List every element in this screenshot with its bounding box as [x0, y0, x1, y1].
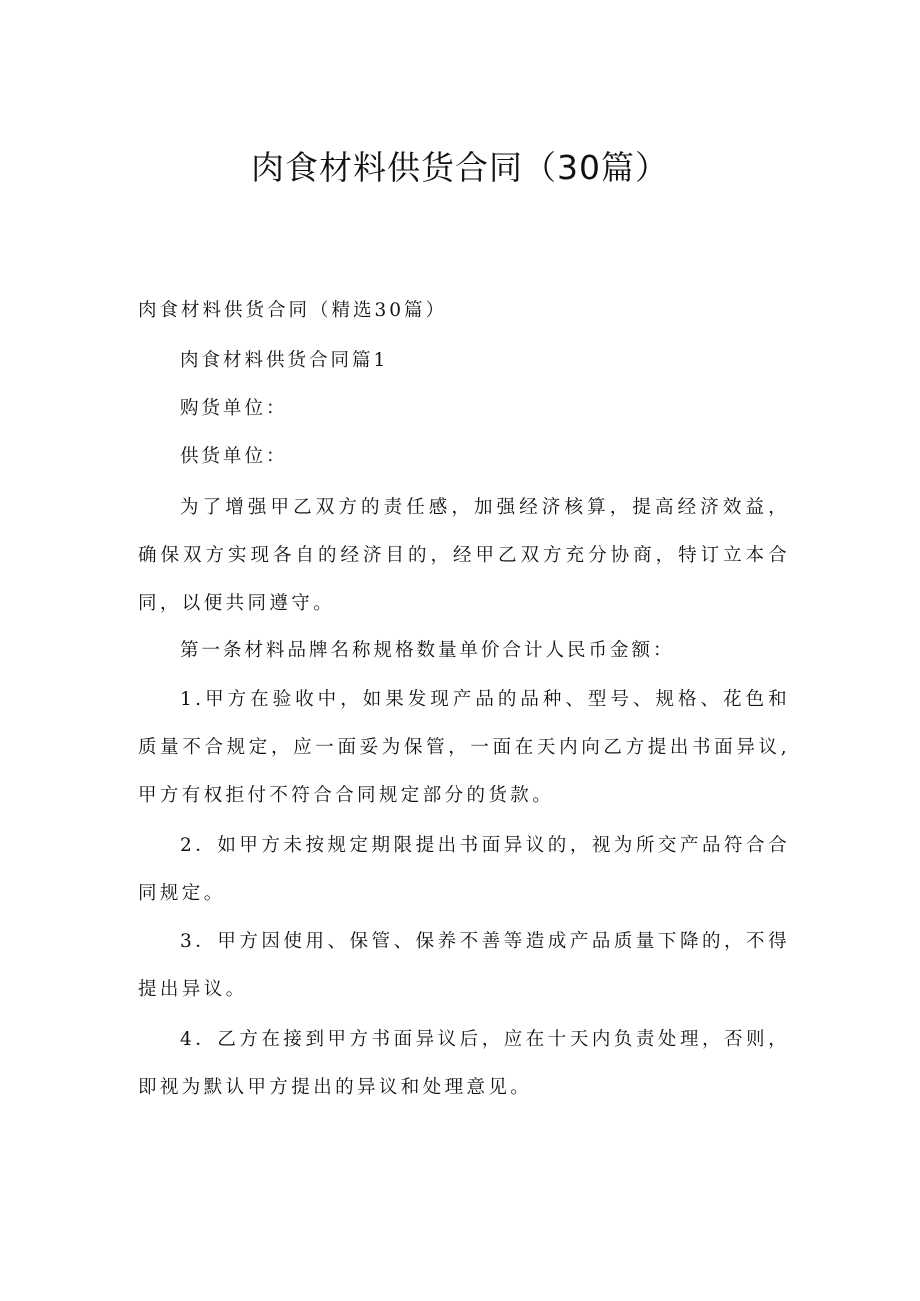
- intro-paragraph: 为了增强甲乙双方的责任感，加强经济核算，提高经济效益，确保双方实现各自的经济目的，经甲乙双方充分协商，特订立本合同，以便共同遵守。: [138, 497, 790, 614]
- clause-1-paragraph: 1.甲方在验收中，如果发现产品的品种、型号、规格、花色和质量不合规定，应一面妥为保管，一面在天内向乙方提出书面异议,甲方有权拒付不符合合同规定部分的货款。: [138, 689, 790, 806]
- document-subtitle: 肉食材料供货合同（精选30篇）: [138, 300, 448, 321]
- clause-3-paragraph: 3．甲方因使用、保管、保养不善等造成产品质量下降的，不得提出异议。: [138, 931, 790, 1000]
- clause-2-paragraph: 2．如甲方未按规定期限提出书面异议的，视为所交产品符合合同规定。: [138, 835, 790, 904]
- supplier-label: 供货单位：: [180, 446, 288, 467]
- buyer-label: 购货单位：: [180, 398, 288, 419]
- article-1-heading: 第一条材料品牌名称规格数量单价合计人民币金额：: [180, 640, 675, 661]
- document-title: 肉食材料供货合同（30篇）: [251, 148, 669, 187]
- clause-4-paragraph: 4．乙方在接到甲方书面异议后，应在十天内负责处理，否则，即视为默认甲方提出的异议和处理意见。: [138, 1029, 790, 1098]
- section-heading: 肉食材料供货合同篇1: [180, 350, 389, 371]
